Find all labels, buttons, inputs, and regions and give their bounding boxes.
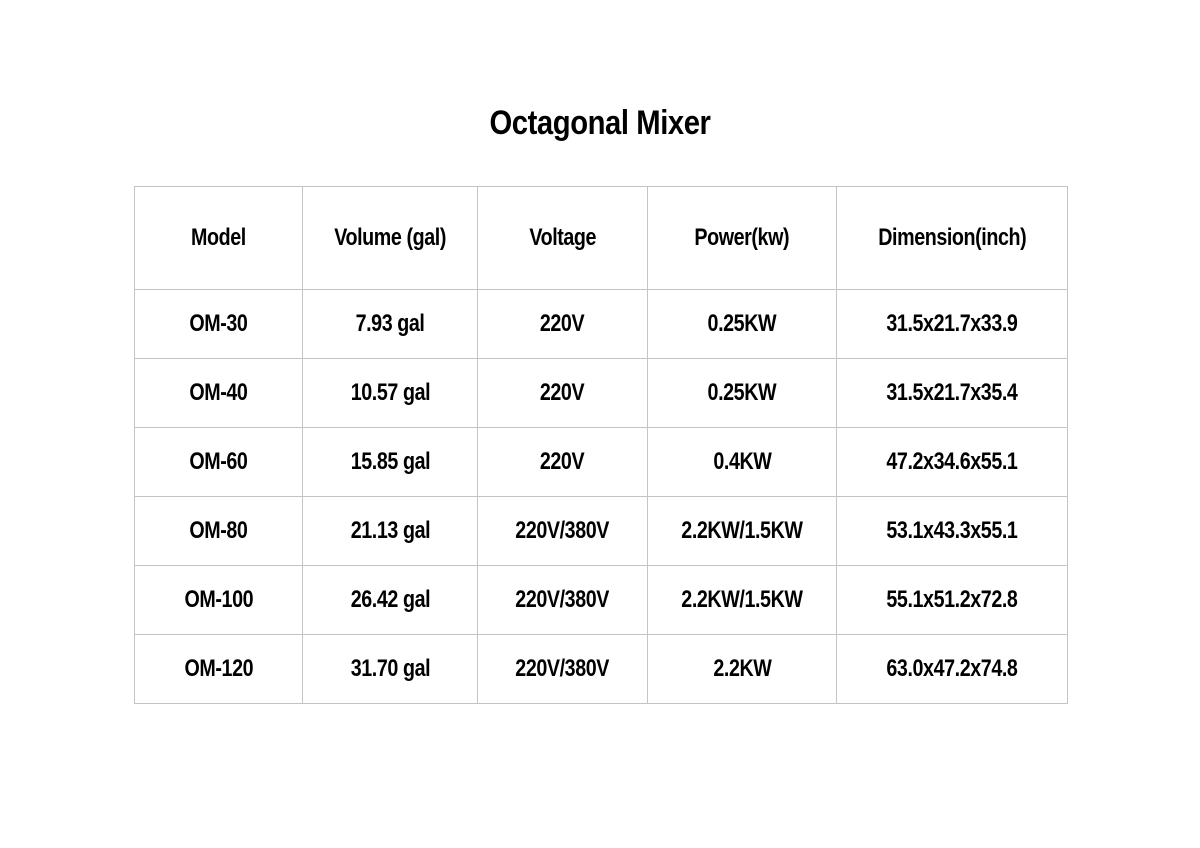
cell-value: 63.0x47.2x74.8 bbox=[886, 655, 1018, 682]
cell-volume bbox=[303, 359, 478, 428]
cell-value: 15.85 gal bbox=[350, 448, 430, 475]
cell-model bbox=[135, 635, 303, 704]
cell-dimension bbox=[837, 290, 1068, 359]
cell-value: 47.2x34.6x55.1 bbox=[886, 448, 1018, 475]
cell-value: 2.2KW bbox=[712, 655, 772, 682]
cell-value: OM-120 bbox=[184, 655, 253, 682]
table-body bbox=[135, 290, 1068, 704]
cell-value: OM-100 bbox=[184, 586, 253, 613]
cell-volume bbox=[303, 290, 478, 359]
cell-dimension bbox=[837, 566, 1068, 635]
cell-value: 2.2KW/1.5KW bbox=[681, 586, 803, 613]
cell-power bbox=[648, 566, 837, 635]
table-row bbox=[135, 290, 1068, 359]
cell-value: OM-30 bbox=[189, 310, 248, 337]
cell-value: 55.1x51.2x72.8 bbox=[886, 586, 1018, 613]
table-row bbox=[135, 359, 1068, 428]
cell-power bbox=[648, 359, 837, 428]
cell-voltage bbox=[478, 359, 648, 428]
cell-voltage bbox=[478, 497, 648, 566]
cell-model bbox=[135, 428, 303, 497]
cell-value: OM-80 bbox=[189, 517, 248, 544]
header-label: Voltage bbox=[529, 224, 596, 251]
cell-power bbox=[648, 290, 837, 359]
header-cell-model bbox=[135, 187, 303, 290]
specs-table bbox=[134, 186, 1068, 704]
header-row bbox=[135, 187, 1068, 290]
cell-value: 220V/380V bbox=[515, 655, 610, 682]
cell-voltage bbox=[478, 290, 648, 359]
cell-model bbox=[135, 359, 303, 428]
table-row bbox=[135, 566, 1068, 635]
cell-volume bbox=[303, 497, 478, 566]
cell-voltage bbox=[478, 428, 648, 497]
cell-volume bbox=[303, 428, 478, 497]
cell-model bbox=[135, 290, 303, 359]
cell-value: 21.13 gal bbox=[350, 517, 430, 544]
header-label: Dimension(inch) bbox=[877, 224, 1027, 251]
header-cell-voltage bbox=[478, 187, 648, 290]
cell-dimension bbox=[837, 635, 1068, 704]
cell-value: 0.25KW bbox=[707, 379, 777, 406]
cell-value: 220V bbox=[540, 448, 585, 475]
cell-power bbox=[648, 428, 837, 497]
header-cell-dimension bbox=[837, 187, 1068, 290]
header-label: Power(kw) bbox=[694, 224, 790, 251]
header-cell-power bbox=[648, 187, 837, 290]
cell-value: 220V bbox=[540, 310, 585, 337]
cell-value: 220V/380V bbox=[515, 586, 610, 613]
cell-value: 0.25KW bbox=[707, 310, 777, 337]
cell-value: 31.5x21.7x35.4 bbox=[886, 379, 1018, 406]
cell-value: 220V/380V bbox=[515, 517, 610, 544]
cell-volume bbox=[303, 566, 478, 635]
cell-model bbox=[135, 566, 303, 635]
cell-dimension bbox=[837, 428, 1068, 497]
cell-value: 31.5x21.7x33.9 bbox=[886, 310, 1018, 337]
table-row bbox=[135, 497, 1068, 566]
cell-value: 2.2KW/1.5KW bbox=[681, 517, 803, 544]
cell-value: 7.93 gal bbox=[355, 310, 425, 337]
cell-value: OM-40 bbox=[189, 379, 248, 406]
cell-value: 220V bbox=[540, 379, 585, 406]
table-row bbox=[135, 635, 1068, 704]
cell-value: 26.42 gal bbox=[350, 586, 430, 613]
header-label: Model bbox=[191, 224, 246, 251]
cell-dimension bbox=[837, 359, 1068, 428]
cell-voltage bbox=[478, 635, 648, 704]
table-row bbox=[135, 428, 1068, 497]
cell-value: OM-60 bbox=[189, 448, 248, 475]
table-header bbox=[135, 187, 1068, 290]
page-title: Octagonal Mixer bbox=[489, 104, 711, 142]
cell-value: 10.57 gal bbox=[350, 379, 430, 406]
header-label: Volume (gal) bbox=[334, 224, 446, 251]
cell-power bbox=[648, 497, 837, 566]
header-cell-volume bbox=[303, 187, 478, 290]
cell-value: 31.70 gal bbox=[350, 655, 430, 682]
cell-value: 0.4KW bbox=[712, 448, 772, 475]
cell-voltage bbox=[478, 566, 648, 635]
cell-value: 53.1x43.3x55.1 bbox=[886, 517, 1018, 544]
cell-model bbox=[135, 497, 303, 566]
cell-volume bbox=[303, 635, 478, 704]
cell-dimension bbox=[837, 497, 1068, 566]
cell-power bbox=[648, 635, 837, 704]
